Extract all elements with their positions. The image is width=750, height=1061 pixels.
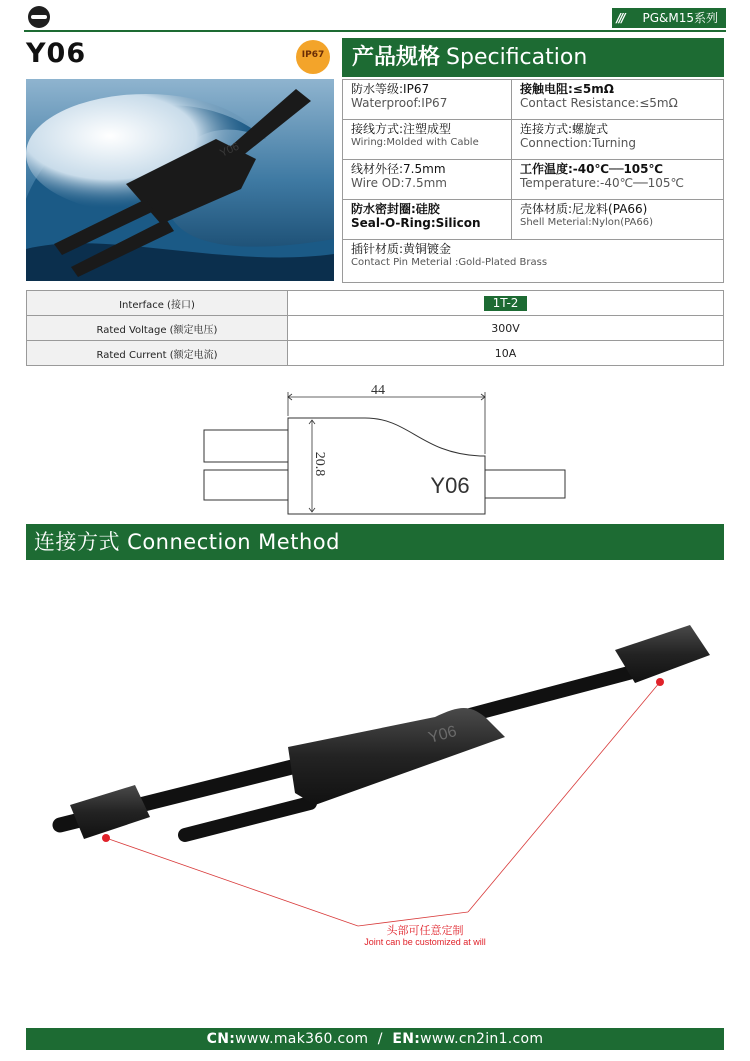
interface-chip: 1T-2 [484, 296, 528, 311]
specification-title-en: Specification [446, 45, 588, 70]
product-photo [26, 79, 334, 281]
spec-row [343, 120, 724, 160]
spec-en: Seal-O-Ring:Silicon [351, 216, 481, 230]
series-tag [612, 8, 726, 28]
spec-row [343, 240, 724, 283]
footer-en-label: EN: [392, 1031, 421, 1047]
spec-cell [343, 160, 512, 200]
specification-title-zh: 产品规格 [352, 45, 441, 70]
spec-en: Waterproof:IP67 [351, 96, 448, 110]
table-row [27, 316, 724, 341]
drawing-length-dim: 44 [371, 383, 385, 398]
spec-cell [343, 120, 512, 160]
header-rule [24, 30, 726, 32]
param-value: 300V [288, 316, 724, 341]
illustration-right-cable [470, 670, 640, 715]
ip-rating-badge: IP67 [296, 40, 330, 74]
spec-cell [343, 200, 512, 240]
table-row [27, 291, 724, 316]
spec-en: Wire OD:7.5mm [351, 176, 447, 190]
param-label: Interface (接口) [27, 291, 288, 316]
parameter-table [26, 290, 724, 366]
spec-row [343, 80, 724, 120]
connection-method-header: 连接方式 Connection Method [26, 524, 724, 560]
param-label: Rated Current (额定电流) [27, 341, 288, 366]
dimension-drawing [200, 378, 570, 518]
footer-bar [26, 1028, 724, 1050]
spec-row [343, 160, 724, 200]
illustration-body-mark: Y06 [426, 723, 459, 747]
slashes-decoration: /// [616, 11, 624, 25]
series-tag-text: PG&M15系列 [642, 11, 718, 25]
spec-cell [512, 200, 724, 240]
joint-note-en: Joint can be customized at will [364, 937, 486, 947]
footer-cn-link[interactable]: www.mak360.com [235, 1031, 369, 1047]
specification-header [342, 38, 724, 77]
spec-zh: 工作温度:-40℃──105℃ [520, 162, 664, 176]
specification-table [342, 79, 724, 283]
joint-marker-right [656, 678, 664, 686]
joint-note-zh: 头部可任意定制 [386, 924, 464, 937]
param-value: 10A [288, 341, 724, 366]
spec-zh: 连接方式:螺旋式 [520, 122, 609, 136]
illustration-lower-cable [185, 803, 310, 835]
spec-cell [512, 80, 724, 120]
footer-cn-label: CN: [206, 1031, 236, 1047]
spec-cell [512, 160, 724, 200]
spec-zh: 防水等级:IP67 [351, 82, 430, 96]
spec-zh: 壳体材质:尼龙料(PA66) [520, 202, 648, 216]
param-label: Rated Voltage (额定电压) [27, 316, 288, 341]
spec-cell [512, 120, 724, 160]
connection-illustration [40, 625, 730, 955]
spec-cell [343, 80, 512, 120]
footer-en-link[interactable]: www.cn2in1.com [420, 1031, 544, 1047]
spec-zh: 接线方式:注塑成型 [351, 122, 452, 136]
spec-en: Temperature:-40℃──105℃ [520, 176, 684, 190]
svg-text:Y06: Y06 [218, 140, 242, 160]
table-row [27, 341, 724, 366]
param-value [288, 291, 724, 316]
drawing-height-dim: 20.8 [312, 451, 327, 477]
spec-cell [343, 240, 724, 283]
illustration-body [288, 708, 505, 805]
illustration-left-connector [70, 785, 150, 839]
spec-en: Connection:Turning [520, 136, 636, 150]
drawing-out-cable [480, 470, 565, 498]
spec-zh: 防水密封圈:硅胶 [351, 202, 440, 216]
drawing-body-mark: Y06 [430, 473, 470, 498]
spec-en: Contact Pin Meterial :Gold-Plated Brass [351, 257, 548, 268]
joint-marker-left [102, 834, 110, 842]
footer-separator: / [377, 1031, 383, 1047]
drawing-lower-cable [204, 470, 290, 500]
spec-zh: 接触电阻:≤5mΩ [520, 82, 614, 96]
spec-zh: 线材外径:7.5mm [351, 162, 446, 176]
model-title: Y06 [26, 38, 87, 69]
drawing-upper-cable [204, 430, 290, 462]
spec-en: Wiring:Molded with Cable [351, 137, 479, 148]
spec-row [343, 200, 724, 240]
spec-en: Shell Meterial:Nylon(PA66) [520, 217, 653, 228]
company-logo-icon [28, 6, 50, 28]
spec-zh: 插针材质:黄铜镀金 [351, 242, 452, 256]
spec-en: Contact Resistance:≤5mΩ [520, 96, 678, 110]
